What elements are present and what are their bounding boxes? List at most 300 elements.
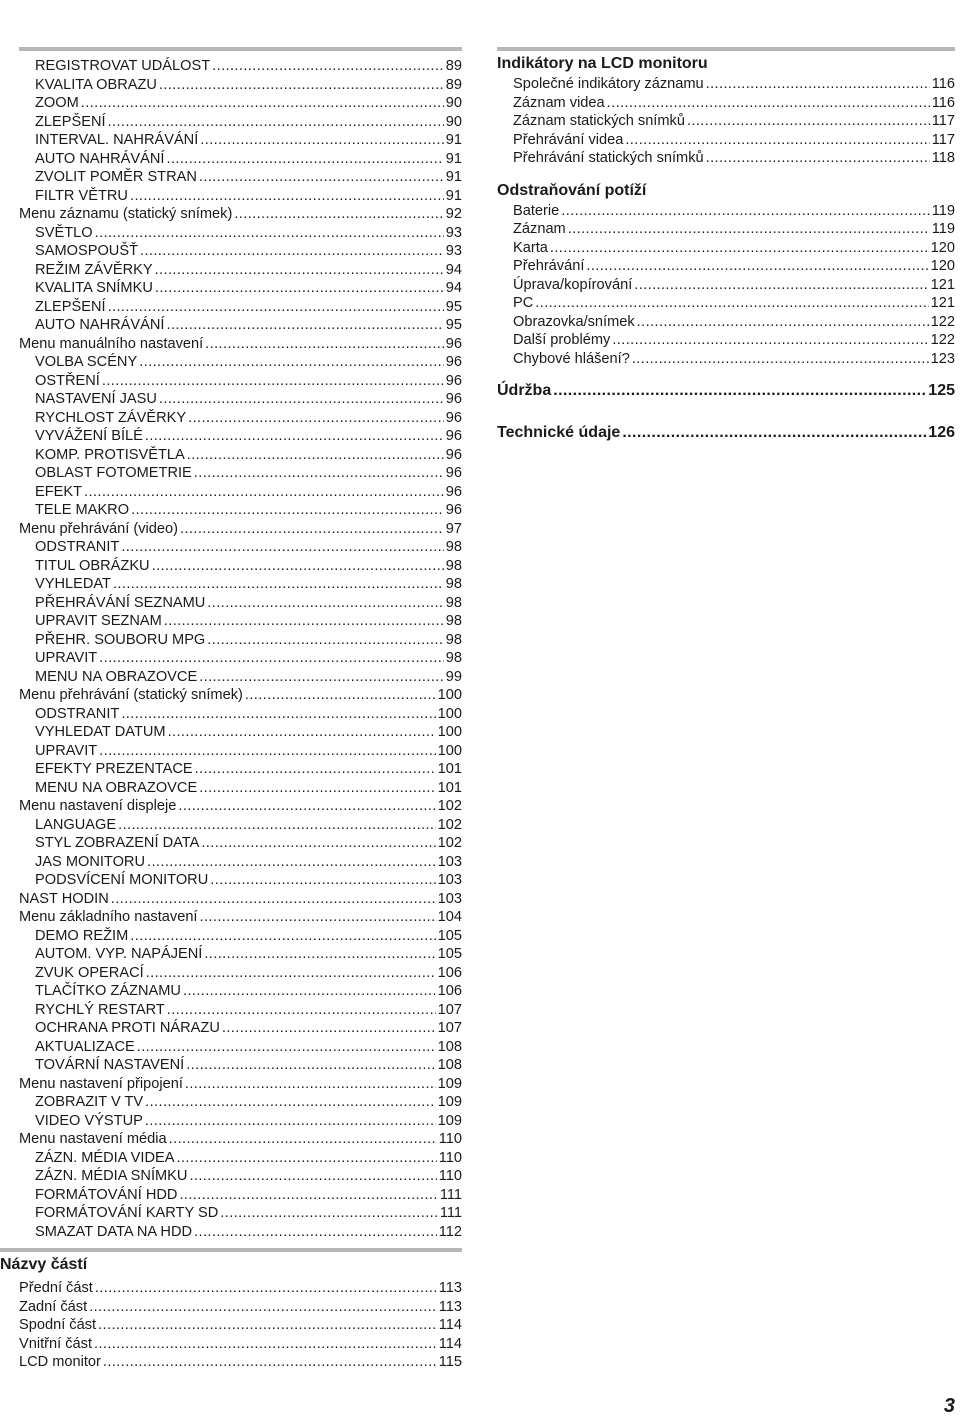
- toc-entry[interactable]: [19, 94, 462, 113]
- toc-entry[interactable]: [19, 1316, 462, 1335]
- toc-entry-label: FORMÁTOVÁNÍ KARTY SD: [35, 1205, 219, 1221]
- toc-entry[interactable]: [19, 742, 462, 761]
- toc-entry-page: 106: [437, 983, 462, 999]
- toc-entry-label: Karta: [513, 239, 548, 256]
- toc-entry-label: TELE MAKRO: [35, 502, 130, 518]
- toc-entry-label: Úprava/kopírování: [513, 276, 633, 293]
- toc-entry-page: 90: [445, 95, 462, 111]
- toc-entry[interactable]: [19, 575, 462, 594]
- toc-leader-dots: [89, 1298, 437, 1317]
- toc-leader-dots: [220, 1204, 438, 1223]
- toc-entry[interactable]: [19, 1149, 462, 1168]
- toc-entry-page: 90: [445, 113, 462, 130]
- toc-entry-page: 115: [438, 1354, 462, 1370]
- toc-leader-dots: [207, 631, 443, 650]
- toc-entry-page: 126: [928, 424, 955, 441]
- toc-entry-page: 98: [445, 594, 462, 611]
- toc-entry-page: 91: [445, 169, 462, 185]
- toc-leader-dots: [632, 350, 929, 369]
- toc-entry-label: INTERVAL. NAHRÁVÁNÍ: [35, 132, 199, 148]
- toc-leader-dots: [706, 149, 930, 168]
- toc-leader-dots: [568, 220, 930, 239]
- toc-entry-label: LCD monitor: [19, 1354, 101, 1370]
- toc-entry-page: 112: [438, 1223, 462, 1240]
- toc-entry[interactable]: [19, 816, 462, 835]
- toc-entry-page: 93: [445, 243, 462, 259]
- toc-entry[interactable]: [19, 483, 462, 502]
- toc-leader-dots: [200, 908, 436, 927]
- toc-entry[interactable]: [19, 113, 462, 132]
- toc-entry-page: 111: [439, 1186, 462, 1203]
- toc-entry-page: 96: [445, 446, 462, 463]
- toc-entry-page: 93: [445, 224, 462, 241]
- toc-entry-label: AUTO NAHRÁVÁNÍ: [35, 150, 165, 167]
- toc-entry-label: AKTUALIZACE: [35, 1038, 135, 1055]
- toc-leader-dots: [205, 335, 444, 354]
- toc-entry-label: UPRAVIT: [35, 650, 98, 666]
- toc-entry[interactable]: [513, 276, 955, 295]
- toc-leader-dots: [187, 446, 444, 465]
- toc-entry-page: 117: [931, 131, 955, 148]
- toc-entry[interactable]: [19, 1112, 462, 1131]
- toc-leader-dots: [139, 353, 444, 372]
- toc-leader-dots: [164, 612, 444, 631]
- toc-entry[interactable]: [19, 390, 462, 409]
- toc-entry-label: RYCHLÝ RESTART: [35, 1001, 165, 1018]
- toc-entry-label: NASTAVENÍ JASU: [35, 391, 157, 407]
- toc-entry-label: FORMÁTOVÁNÍ HDD: [35, 1186, 178, 1203]
- toc-entry[interactable]: [19, 890, 462, 909]
- toc-entry[interactable]: [19, 964, 462, 983]
- right-toc-column: [497, 47, 955, 444]
- toc-entry[interactable]: [513, 294, 955, 313]
- toc-entry-page: 108: [437, 1038, 462, 1055]
- toc-entry-page: 91: [445, 132, 462, 148]
- toc-entry-page: 102: [437, 835, 462, 851]
- toc-leader-dots: [186, 1056, 435, 1075]
- toc-entry-label: VYHLEDAT DATUM: [35, 724, 166, 740]
- maintenance-entry[interactable]: [497, 380, 955, 402]
- toc-leader-dots: [207, 594, 443, 613]
- toc-entry-page: 108: [437, 1057, 462, 1073]
- toc-entry[interactable]: [19, 834, 462, 853]
- toc-entry[interactable]: [19, 871, 462, 890]
- toc-entry[interactable]: [19, 668, 462, 687]
- toc-entry-page: 102: [437, 798, 462, 814]
- toc-entry-page: 113: [438, 1280, 462, 1296]
- toc-leader-dots: [586, 257, 928, 276]
- toc-entry[interactable]: [19, 76, 462, 95]
- toc-leader-dots: [146, 964, 436, 983]
- toc-entry-label: Přehrávání statických snímků: [513, 150, 704, 166]
- toc-leader-dots: [130, 187, 444, 206]
- toc-leader-dots: [212, 57, 444, 76]
- toc-entry[interactable]: [19, 927, 462, 946]
- toc-entry-page: 100: [437, 742, 462, 759]
- toc-entry-label: UPRAVIT: [35, 742, 98, 759]
- toc-entry[interactable]: [19, 261, 462, 280]
- toc-entry-page: 102: [437, 816, 462, 833]
- toc-leader-dots: [706, 75, 930, 94]
- toc-entry-label: MENU NA OBRAZOVCE: [35, 668, 198, 685]
- toc-entry-label: RYCHLOST ZÁVĚRKY: [35, 409, 187, 426]
- toc-entry-page: 119: [931, 202, 955, 219]
- toc-entry-label: Menu záznamu (statický snímek): [19, 206, 233, 222]
- toc-leader-dots: [121, 705, 435, 724]
- toc-entry-label: Menu základního nastavení: [19, 909, 198, 925]
- toc-entry-label: ZVUK OPERACÍ: [35, 964, 144, 981]
- toc-entry[interactable]: [513, 112, 955, 131]
- toc-entry[interactable]: [19, 224, 462, 243]
- toc-entry-page: 94: [445, 280, 462, 296]
- toc-entry-label: KVALITA OBRAZU: [35, 76, 157, 93]
- toc-leader-dots: [180, 520, 444, 539]
- toc-entry[interactable]: [513, 131, 955, 150]
- toc-entry-label: KVALITA SNÍMKU: [35, 280, 153, 296]
- toc-entry-label: NAST HODIN: [19, 890, 109, 907]
- toc-entry-label: Přehrávání: [513, 258, 585, 274]
- toc-leader-dots: [210, 871, 435, 890]
- toc-entry-page: 94: [445, 261, 462, 278]
- toc-entry-label: REGISTROVAT UDÁLOST: [35, 58, 211, 74]
- toc-entry-page: 109: [437, 1075, 462, 1092]
- toc-leader-dots: [147, 853, 436, 872]
- toc-entry[interactable]: [19, 1019, 462, 1038]
- toc-entry-page: 96: [445, 465, 462, 481]
- toc-entry[interactable]: [513, 75, 955, 94]
- toc-entry[interactable]: [19, 686, 462, 705]
- toc-leader-dots: [622, 422, 926, 444]
- toc-leader-dots: [204, 945, 435, 964]
- parts-section-title: Názvy částí: [0, 1256, 88, 1273]
- toc-entry-page: 92: [445, 206, 462, 222]
- toc-entry[interactable]: [19, 353, 462, 372]
- toc-entry[interactable]: [19, 187, 462, 206]
- left-toc-list: [19, 47, 462, 1241]
- toc-entry[interactable]: [19, 908, 462, 927]
- toc-leader-dots: [155, 261, 444, 280]
- toc-leader-dots: [145, 1112, 436, 1131]
- toc-entry-page: 107: [437, 1001, 462, 1018]
- toc-entry-page: 111: [439, 1205, 462, 1221]
- toc-entry-page: 103: [437, 872, 462, 888]
- toc-entry[interactable]: [19, 649, 462, 668]
- toc-entry-label: Vnitřní část: [19, 1335, 92, 1352]
- toc-entry[interactable]: [19, 409, 462, 428]
- toc-leader-dots: [94, 1335, 437, 1354]
- toc-entry[interactable]: [19, 1130, 462, 1149]
- toc-leader-dots: [179, 1186, 437, 1205]
- toc-leader-dots: [183, 982, 436, 1001]
- toc-entry-page: 96: [445, 354, 462, 370]
- toc-leader-dots: [612, 331, 928, 350]
- toc-entry[interactable]: [513, 239, 955, 258]
- toc-entry-label: Spodní část: [19, 1317, 97, 1333]
- toc-entry-page: 103: [437, 853, 462, 870]
- toc-entry-page: 98: [445, 631, 462, 648]
- toc-entry[interactable]: [19, 335, 462, 354]
- toc-leader-dots: [159, 390, 444, 409]
- toc-entry-page: 100: [437, 687, 462, 703]
- toc-leader-dots: [108, 298, 444, 317]
- toc-entry-page: 119: [931, 221, 955, 237]
- toc-entry[interactable]: [513, 149, 955, 168]
- toc-leader-dots: [108, 113, 444, 132]
- toc-entry[interactable]: [19, 501, 462, 520]
- toc-entry[interactable]: [19, 427, 462, 446]
- toc-leader-dots: [118, 816, 436, 835]
- lcd-indicators-list: [497, 75, 955, 168]
- toc-entry-page: 96: [445, 372, 462, 389]
- toc-entry-page: 121: [930, 276, 955, 293]
- toc-entry[interactable]: [19, 538, 462, 557]
- toc-entry[interactable]: [19, 1093, 462, 1112]
- toc-entry[interactable]: [19, 982, 462, 1001]
- toc-leader-dots: [167, 1001, 436, 1020]
- toc-entry[interactable]: [19, 1001, 462, 1020]
- toc-entry-label: TLAČÍTKO ZÁZNAMU: [35, 983, 181, 999]
- toc-entry-page: 116: [931, 76, 955, 92]
- toc-entry[interactable]: [513, 257, 955, 276]
- toc-entry[interactable]: [19, 1038, 462, 1057]
- toc-leader-dots: [166, 150, 443, 169]
- toc-leader-dots: [607, 94, 930, 113]
- toc-leader-dots: [194, 464, 444, 483]
- toc-leader-dots: [687, 112, 930, 131]
- toc-entry-page: 116: [931, 94, 955, 111]
- toc-leader-dots: [137, 1038, 436, 1057]
- toc-leader-dots: [131, 501, 444, 520]
- troubleshooting-section: [497, 180, 955, 369]
- toc-leader-dots: [98, 1316, 437, 1335]
- toc-entry-page: 96: [445, 391, 462, 407]
- toc-entry-label: PŘEHR. SOUBORU MPG: [35, 631, 206, 648]
- toc-entry-page: 118: [931, 150, 955, 166]
- toc-entry-page: 95: [445, 317, 462, 333]
- toc-entry[interactable]: [19, 779, 462, 798]
- toc-entry-label: Menu přehrávání (statický snímek): [19, 687, 243, 703]
- toc-entry-page: 98: [445, 539, 462, 555]
- toc-leader-dots: [84, 483, 444, 502]
- toc-entry-label: VOLBA SCÉNY: [35, 354, 138, 370]
- toc-leader-dots: [189, 1167, 436, 1186]
- toc-entry-label: OBLAST FOTOMETRIE: [35, 465, 192, 481]
- toc-entry[interactable]: [19, 1167, 462, 1186]
- toc-leader-dots: [140, 242, 444, 261]
- toc-entry-label: ZLEPŠENÍ: [35, 113, 106, 130]
- toc-entry[interactable]: [19, 1279, 462, 1298]
- toc-entry[interactable]: [19, 316, 462, 335]
- toc-entry-page: 91: [445, 187, 462, 204]
- toc-entry[interactable]: [513, 94, 955, 113]
- toc-entry-page: 106: [437, 964, 462, 981]
- toc-leader-dots: [200, 131, 443, 150]
- toc-entry-page: 89: [445, 76, 462, 93]
- toc-entry[interactable]: [19, 631, 462, 650]
- toc-entry[interactable]: [19, 298, 462, 317]
- toc-entry-label: ODSTRANIT: [35, 705, 120, 722]
- toc-entry-label: SAMOSPOUŠŤ: [35, 243, 138, 259]
- toc-entry[interactable]: [19, 372, 462, 391]
- toc-leader-dots: [166, 316, 443, 335]
- toc-entry-label: EFEKTY PREZENTACE: [35, 761, 193, 777]
- toc-entry[interactable]: [19, 57, 462, 76]
- toc-leader-dots: [121, 538, 443, 557]
- toc-entry[interactable]: [19, 446, 462, 465]
- toc-entry-label: Obrazovka/snímek: [513, 313, 635, 330]
- toc-entry-label: KOMP. PROTISVĚTLA: [35, 446, 185, 463]
- toc-entry-label: Chybové hlášení?: [513, 350, 630, 367]
- toc-entry-page: 89: [445, 58, 462, 74]
- toc-leader-dots: [550, 239, 929, 258]
- toc-entry[interactable]: [513, 331, 955, 350]
- toc-leader-dots: [185, 1075, 436, 1094]
- toc-entry-page: 104: [437, 909, 462, 925]
- toc-entry-page: 117: [931, 113, 955, 129]
- toc-entry-label: Technické údaje: [497, 424, 621, 441]
- toc-entry-page: 96: [445, 428, 462, 444]
- toc-entry[interactable]: [19, 853, 462, 872]
- toc-entry-page: 97: [445, 520, 462, 537]
- toc-entry-page: 122: [930, 313, 955, 330]
- toc-entry[interactable]: [19, 945, 462, 964]
- toc-entry[interactable]: [513, 220, 955, 239]
- toc-entry-page: 98: [445, 557, 462, 574]
- toc-leader-dots: [130, 927, 435, 946]
- toc-leader-dots: [561, 202, 929, 221]
- toc-entry[interactable]: [19, 1335, 462, 1354]
- toc-entry-page: 122: [930, 332, 955, 348]
- toc-entry[interactable]: [513, 350, 955, 369]
- toc-entry-label: Záznam: [513, 221, 566, 237]
- toc-leader-dots: [169, 1130, 437, 1149]
- lcd-indicators-section: [497, 47, 955, 168]
- toc-entry-page: 125: [928, 382, 955, 399]
- toc-entry[interactable]: [19, 279, 462, 298]
- toc-entry[interactable]: [19, 1204, 462, 1223]
- toc-entry[interactable]: [19, 594, 462, 613]
- toc-entry-page: 101: [437, 779, 462, 796]
- toc-leader-dots: [199, 779, 435, 798]
- toc-entry-page: 96: [445, 502, 462, 518]
- toc-entry[interactable]: [19, 520, 462, 539]
- toc-entry[interactable]: [19, 1223, 462, 1242]
- toc-entry-label: Menu nastavení připojení: [19, 1075, 183, 1092]
- toc-leader-dots: [145, 1093, 436, 1112]
- toc-entry[interactable]: [19, 612, 462, 631]
- toc-entry[interactable]: [19, 1056, 462, 1075]
- toc-entry-page: 95: [445, 298, 462, 315]
- parts-section: [0, 1248, 462, 1372]
- toc-entry-label: Společné indikátory záznamu: [513, 76, 704, 92]
- toc-leader-dots: [178, 797, 435, 816]
- toc-leader-dots: [103, 1353, 437, 1372]
- toc-entry-page: 96: [445, 483, 462, 500]
- toc-entry-page: 98: [445, 650, 462, 666]
- toc-entry-page: 100: [437, 724, 462, 740]
- toc-entry-page: 109: [437, 1112, 462, 1129]
- toc-entry-page: 107: [437, 1020, 462, 1036]
- toc-entry-label: DEMO REŽIM: [35, 927, 129, 944]
- toc-entry-label: VYHLEDAT: [35, 576, 111, 592]
- toc-entry-label: Záznam videa: [513, 94, 605, 111]
- toc-entry[interactable]: [19, 557, 462, 576]
- toc-entry-page: 120: [930, 258, 955, 274]
- toc-leader-dots: [155, 279, 444, 298]
- toc-entry-label: Menu přehrávání (video): [19, 520, 178, 537]
- toc-entry-label: VYVÁŽENÍ BÍLÉ: [35, 428, 143, 444]
- toc-leader-dots: [222, 1019, 436, 1038]
- toc-entry[interactable]: [497, 422, 955, 444]
- toc-entry-page: 110: [438, 1149, 462, 1166]
- toc-entry[interactable]: [19, 1075, 462, 1094]
- toc-entry[interactable]: [19, 797, 462, 816]
- toc-entry-page: 91: [445, 150, 462, 167]
- lcd-indicators-title: Indikátory na LCD monitoru: [497, 55, 708, 72]
- toc-entry-page: 114: [438, 1335, 462, 1352]
- toc-entry-label: ZOOM: [35, 95, 79, 111]
- page-number: 3: [943, 1395, 955, 1417]
- troubleshooting-title: Odstraňování potíží: [497, 181, 647, 199]
- toc-entry-page: 105: [437, 927, 462, 944]
- specifications-entry[interactable]: [497, 422, 955, 444]
- toc-entry-label: TOVÁRNÍ NASTAVENÍ: [35, 1057, 185, 1073]
- toc-entry-label: Baterie: [513, 202, 560, 219]
- toc-entry-page: 109: [437, 1094, 462, 1110]
- toc-entry[interactable]: [19, 205, 462, 224]
- toc-leader-dots: [634, 276, 928, 295]
- toc-entry-label: ODSTRANIT: [35, 539, 120, 555]
- toc-entry-page: 98: [445, 576, 462, 592]
- toc-entry[interactable]: [19, 168, 462, 187]
- toc-entry[interactable]: [19, 1353, 462, 1372]
- toc-entry[interactable]: [19, 705, 462, 724]
- toc-entry-label: OCHRANA PROTI NÁRAZU: [35, 1020, 220, 1036]
- toc-entry[interactable]: [19, 242, 462, 261]
- toc-entry-label: Záznam statických snímků: [513, 113, 685, 129]
- toc-leader-dots: [245, 686, 436, 705]
- toc-entry-page: 113: [438, 1298, 462, 1315]
- toc-entry-page: 110: [438, 1168, 462, 1184]
- toc-entry-label: ZÁZN. MÉDIA SNÍMKU: [35, 1168, 188, 1184]
- toc-entry[interactable]: [497, 380, 955, 402]
- toc-entry[interactable]: [19, 760, 462, 779]
- toc-entry[interactable]: [513, 313, 955, 332]
- toc-entry-page: 114: [438, 1317, 462, 1333]
- toc-entry[interactable]: [19, 131, 462, 150]
- toc-leader-dots: [95, 224, 444, 243]
- toc-leader-dots: [168, 723, 436, 742]
- toc-entry[interactable]: [19, 464, 462, 483]
- toc-entry[interactable]: [19, 1186, 462, 1205]
- toc-entry-label: Menu manuálního nastavení: [19, 335, 204, 352]
- toc-entry-label: AUTO NAHRÁVÁNÍ: [35, 317, 165, 333]
- toc-entry-page: 123: [930, 350, 955, 367]
- toc-entry[interactable]: [19, 150, 462, 169]
- toc-leader-dots: [111, 890, 436, 909]
- toc-entry[interactable]: [513, 202, 955, 221]
- toc-entry-page: 121: [930, 295, 955, 311]
- toc-entry-label: Další problémy: [513, 332, 611, 348]
- toc-entry[interactable]: [19, 1298, 462, 1317]
- toc-entry-page: 96: [445, 409, 462, 426]
- toc-entry-page: 120: [930, 239, 955, 256]
- toc-entry-label: OSTŘENÍ: [35, 372, 100, 389]
- toc-entry-label: STYL ZOBRAZENÍ DATA: [35, 835, 200, 851]
- toc-entry[interactable]: [19, 723, 462, 742]
- toc-leader-dots: [159, 76, 444, 95]
- toc-leader-dots: [145, 427, 444, 446]
